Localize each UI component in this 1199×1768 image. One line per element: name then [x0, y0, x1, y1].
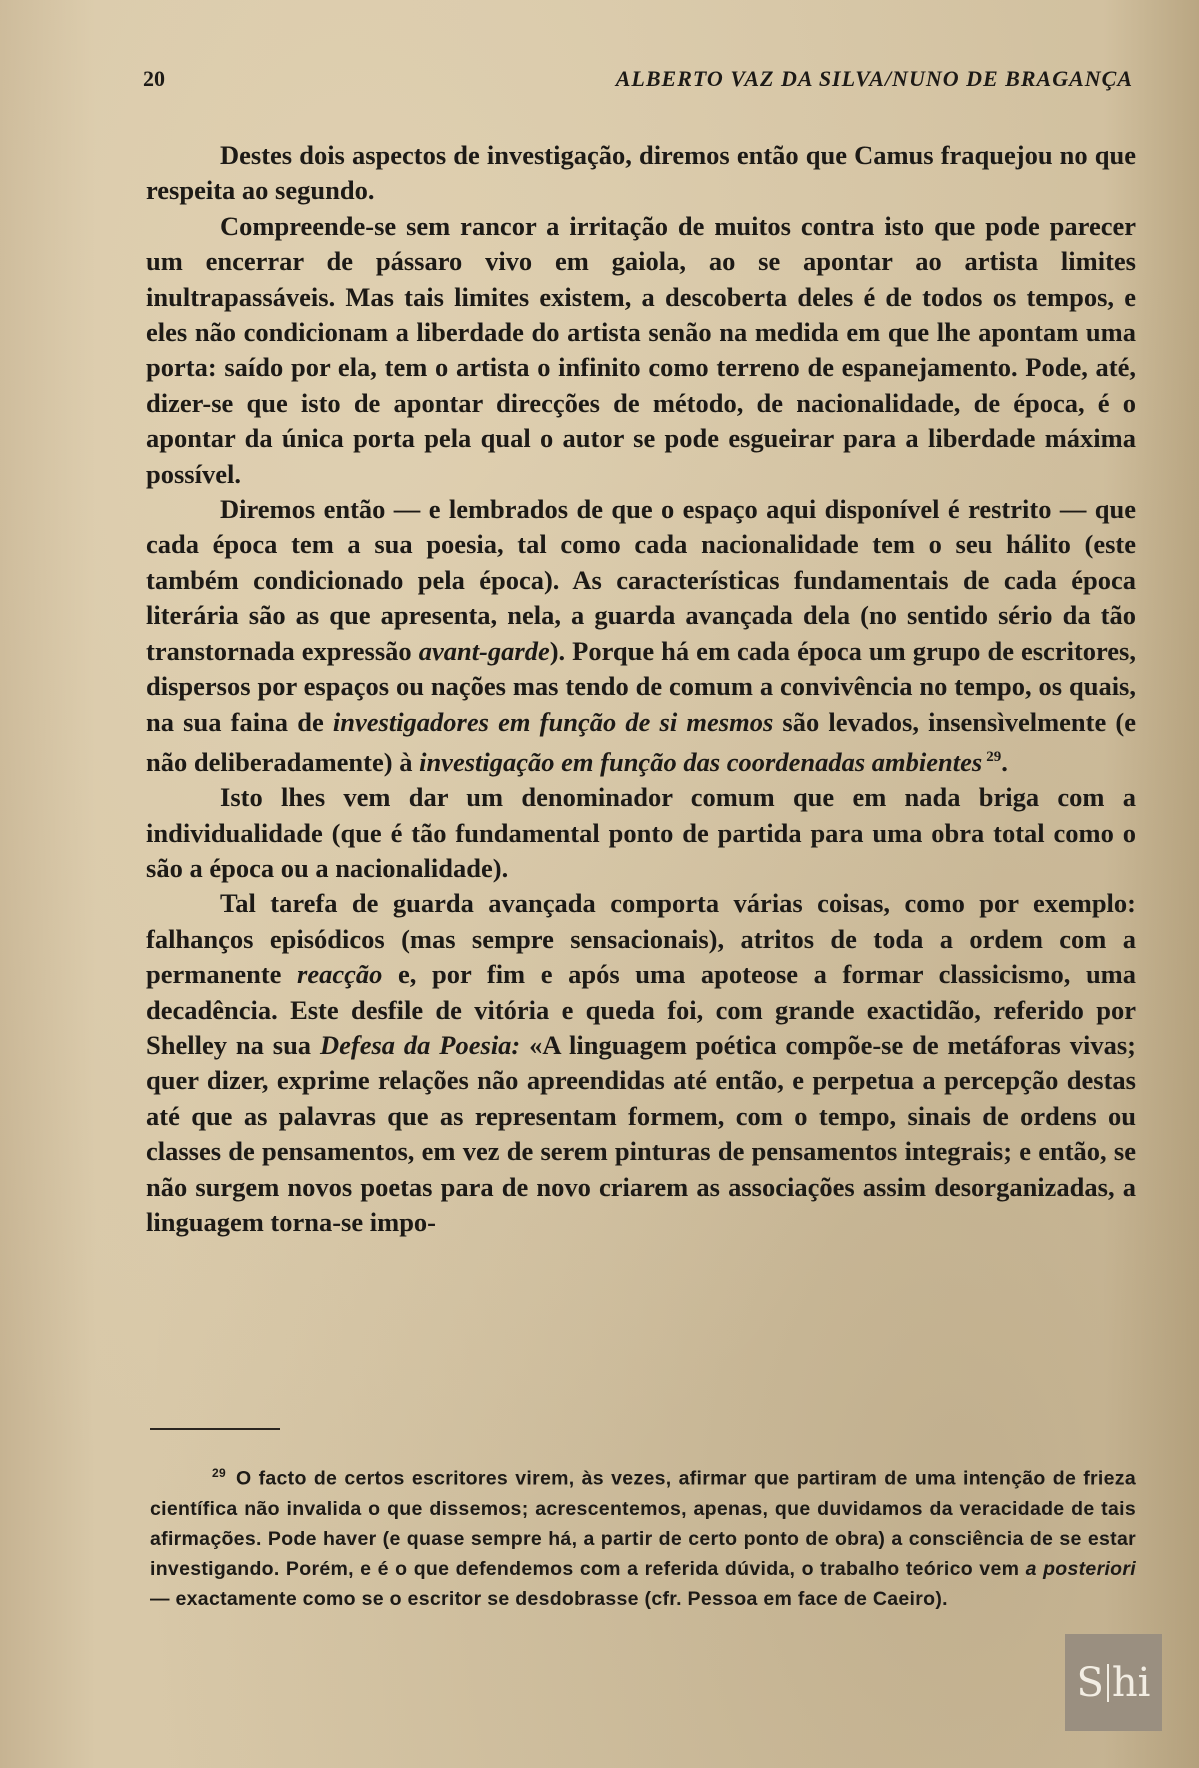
- paragraph-5-italic-1: reacção: [297, 959, 383, 990]
- paragraph-4: Isto lhes vem dar um denominador comum que em nada briga com a individualidade (que é tão fundamental ponto de partida para uma obra total como o são a época ou a nacionalidade).: [146, 782, 1136, 883]
- page-number: 20: [143, 66, 165, 91]
- paragraph-5-italic-2: Defesa da Poesia:: [319, 1029, 521, 1060]
- footnote-marker: 29: [212, 1466, 226, 1480]
- paragraph-5-text-3: «A linguagem poética compõe-se de metáforas vivas; quer dizer, exprime relações não apreendidas até então, e perpetua a percepção destas até que as palavras que as representam formem, com o tempo, sinais de ordens ou classes de pensamentos, em vez de serem pinturas de pensamentos integrais; e então, se não surgem novos poetas para de novo criarem as associações assim desorganizadas, a linguagem torna-se impo-: [146, 1029, 1137, 1238]
- paragraph-3-text-1: Diremos então — e lembrados de que o espaço aqui disponível é restrito — que cada época tem a sua poesia, tal como cada nacionalidade tem o seu hálito (este também condicionado pela época). As características fundamentais de cada época literária são as que apresenta, nela, a guarda avançada dela (no sentido sério da tão transtornada expressão: [146, 494, 1136, 666]
- page-header: [143, 66, 1133, 100]
- running-head: ALBERTO VAZ DA SILVA/NUNO DE BRAGANÇA: [615, 66, 1133, 91]
- logo-letters-right: hi: [1111, 1659, 1151, 1706]
- footnote-rule: [150, 1428, 280, 1430]
- paragraph-3-italic-3: investigação em função das coordenadas ambientes: [419, 746, 983, 777]
- paragraph-3-end: .: [1001, 746, 1008, 777]
- paragraph-3-italic-2: investigadores em função de si mesmos: [332, 706, 774, 737]
- library-logo: [1065, 1634, 1162, 1731]
- paragraph-5: [146, 886, 1136, 1240]
- paragraph-3-text-3: são levados, insensìvelmente (e não deliberadamente) à: [146, 706, 1137, 777]
- footnote-text-2: — exactamente como se o escritor se desdobrasse (cfr. Pessoa em face de Caeiro).: [150, 1588, 948, 1611]
- paragraph-5-text-1: Tal tarefa de guarda avançada comporta várias coisas, como por exemplo: falhanços episódicos (mas sempre sensacionais), atritos de toda a ordem com a permanente: [146, 888, 1136, 990]
- paragraph-1: Destes dois aspectos de investigação, diremos então que Camus fraquejou no que respeita ao segundo.: [146, 140, 1136, 206]
- footnote-text-1: O facto de certos escritores virem, às vezes, afirmar que partiram de uma intenção de frieza científica não invalida o que dissemos; acrescentemos, apenas, que duvidamos da veracidade de tais afirmações. Pode haver (e quase sempre há, a partir de certo ponto de obra) a consciência de se estar investigando. Porém, e é o que defendemos com a referida dúvida, o trabalho teórico vem: [150, 1467, 1136, 1581]
- paragraph-3-italic-1: avant-garde: [418, 635, 550, 666]
- footnote-italic: a posteriori: [1025, 1558, 1136, 1581]
- footnote-reference: 29: [986, 748, 1002, 765]
- logo-letter-left: S: [1076, 1659, 1104, 1706]
- logo-divider: [1107, 1664, 1109, 1702]
- paragraph-3-text-2: ). Porque há em cada época um grupo de escritores, dispersos por espaços ou nações mas tendo de comum a convivência no tempo, os quais, na sua faina de: [146, 635, 1136, 737]
- body-text: [146, 138, 1136, 1240]
- footnote: [150, 1458, 1136, 1615]
- paragraph-5-text-2: e, por fim e após uma apoteose a formar classicismo, uma decadência. Este desfile de vitória e queda foi, com grande exactidão, referido por Shelley na sua: [146, 959, 1137, 1060]
- paragraph-2: Compreende-se sem rancor a irritação de muitos contra isto que pode parecer um encerrar de pássaro vivo em gaiola, ao se apontar ao artista limites inultrapassáveis. Mas tais limites existem, a descoberta deles é de todos os tempos, e eles não condicionam a liberdade do artista senão na medida em que lhe apontam uma porta: saído por ela, tem o artista o infinito como terreno de espanejamento. Pode, até, dizer-se que isto de apontar direcções de método, de nacionalidade, de época, é o apontar da única porta pela qual o autor se pode esgueirar para a liberdade máxima possível.: [146, 210, 1136, 489]
- paragraph-3: [146, 492, 1136, 780]
